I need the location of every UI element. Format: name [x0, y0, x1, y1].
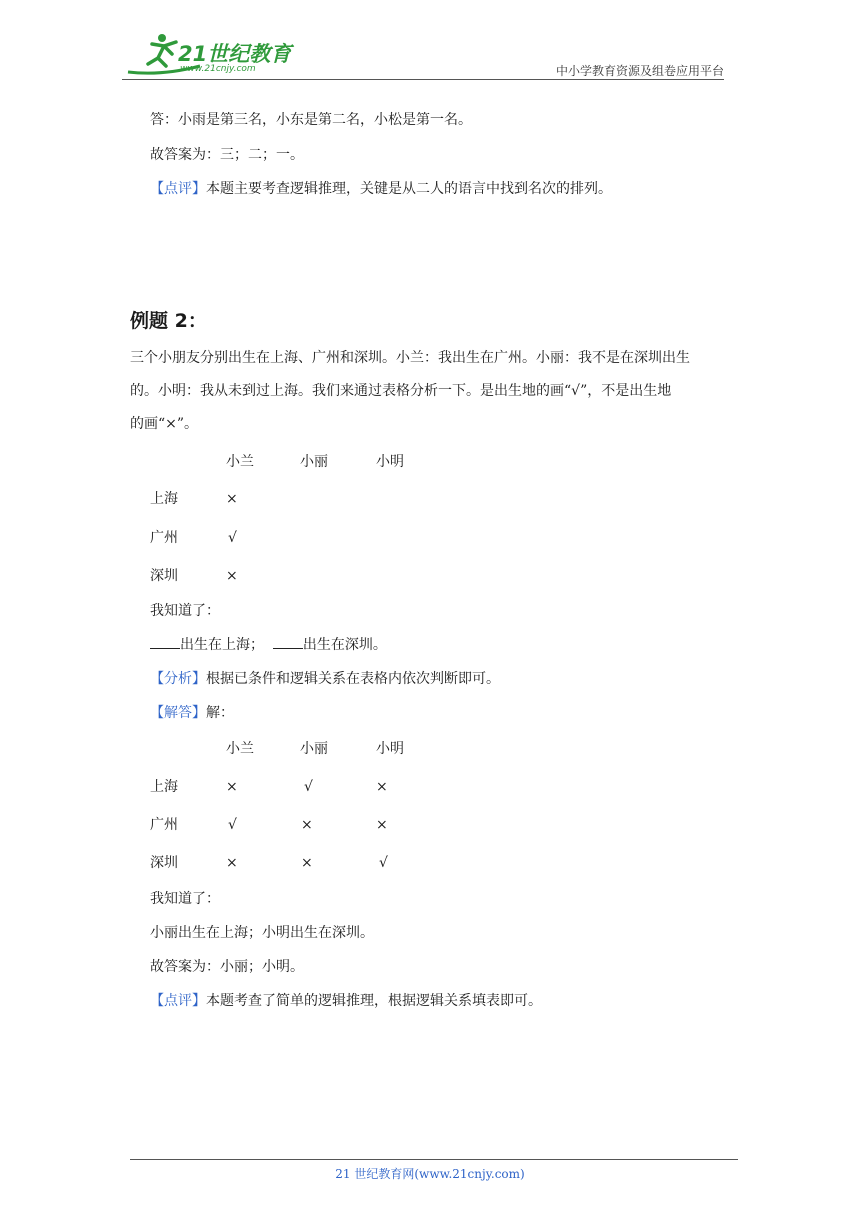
footer-divider	[130, 1159, 738, 1160]
solution-tag: 【解答】	[150, 705, 206, 721]
table2-cell: ×	[376, 817, 388, 833]
know-label-2: 我知道了：	[150, 891, 220, 907]
analysis: 【分析】根据已条件和逻辑关系在表格内依次判断即可。	[150, 671, 500, 687]
table2-row-guangzhou: 广州	[150, 817, 178, 833]
table2-cell: ×	[301, 855, 313, 871]
blank-2[interactable]	[273, 634, 303, 649]
table2-header-xiaoli: 小丽	[300, 741, 328, 757]
comment-text: 本题主要考查逻辑推理，关键是从二人的语言中找到名次的排列。	[206, 181, 612, 197]
comment-tag-2: 【点评】	[150, 993, 206, 1009]
table1-row-shenzhen: 深圳	[150, 568, 178, 584]
table1-cell: ×	[226, 568, 238, 584]
table2-header-xiaolan: 小兰	[226, 741, 254, 757]
problem-line-3: 的画“×”。	[130, 416, 199, 432]
solution: 【解答】解：	[150, 705, 234, 721]
analysis-tag: 【分析】	[150, 671, 206, 687]
table2-cell: ×	[226, 855, 238, 871]
prev-final-answer: 故答案为：三；二；一。	[150, 147, 304, 163]
table2-cell: √	[304, 779, 313, 795]
table1-row-shanghai: 上海	[150, 491, 178, 507]
header-divider	[122, 79, 724, 80]
footer-link[interactable]: 21 世纪教育网(www.21cnjy.com)	[335, 1167, 525, 1181]
comment-tag: 【点评】	[150, 181, 206, 197]
example-title: 例题 2：	[130, 310, 207, 332]
know-label: 我知道了：	[150, 603, 220, 619]
table2-header-xiaoming: 小明	[376, 741, 404, 757]
table1-cell: √	[228, 530, 237, 546]
table2-row-shanghai: 上海	[150, 779, 178, 795]
comment: 【点评】本题考查了简单的逻辑推理，根据逻辑关系填表即可。	[150, 993, 542, 1009]
table1-header-xiaoming: 小明	[376, 454, 404, 470]
result-text: 小丽出生在上海；小明出生在深圳。	[150, 925, 374, 941]
table2-cell: ×	[226, 779, 238, 795]
site-logo	[122, 32, 292, 78]
table1-header-xiaolan: 小兰	[226, 454, 254, 470]
table2-row-shenzhen: 深圳	[150, 855, 178, 871]
table2-cell: ×	[376, 779, 388, 795]
table2-cell: √	[379, 855, 388, 871]
table1-header-xiaoli: 小丽	[300, 454, 328, 470]
fill-blanks: 出生在上海； 出生在深圳。	[150, 634, 387, 655]
table1-row-guangzhou: 广州	[150, 530, 178, 546]
final-answer: 故答案为：小丽；小明。	[150, 959, 304, 975]
problem-line-2: 的。小明：我从未到过上海。我们来通过表格分析一下。是出生地的画“√”，不是出生地	[130, 383, 672, 399]
problem-line-1: 三个小朋友分别出生在上海、广州和深圳。小兰：我出生在广州。小丽：我不是在深圳出生	[130, 350, 690, 366]
table2-cell: √	[228, 817, 237, 833]
table1-cell: ×	[226, 491, 238, 507]
logo-title: 21世纪教育	[178, 42, 292, 66]
prev-comment	[150, 179, 612, 199]
platform-label: 中小学教育资源及组卷应用平台	[555, 64, 724, 78]
logo-subtitle: www.21cnjy.com	[180, 64, 256, 74]
blank-1[interactable]	[150, 634, 180, 649]
prev-answer: 答：小雨是第三名，小东是第二名，小松是第一名。	[150, 112, 472, 128]
table2-cell: ×	[301, 817, 313, 833]
